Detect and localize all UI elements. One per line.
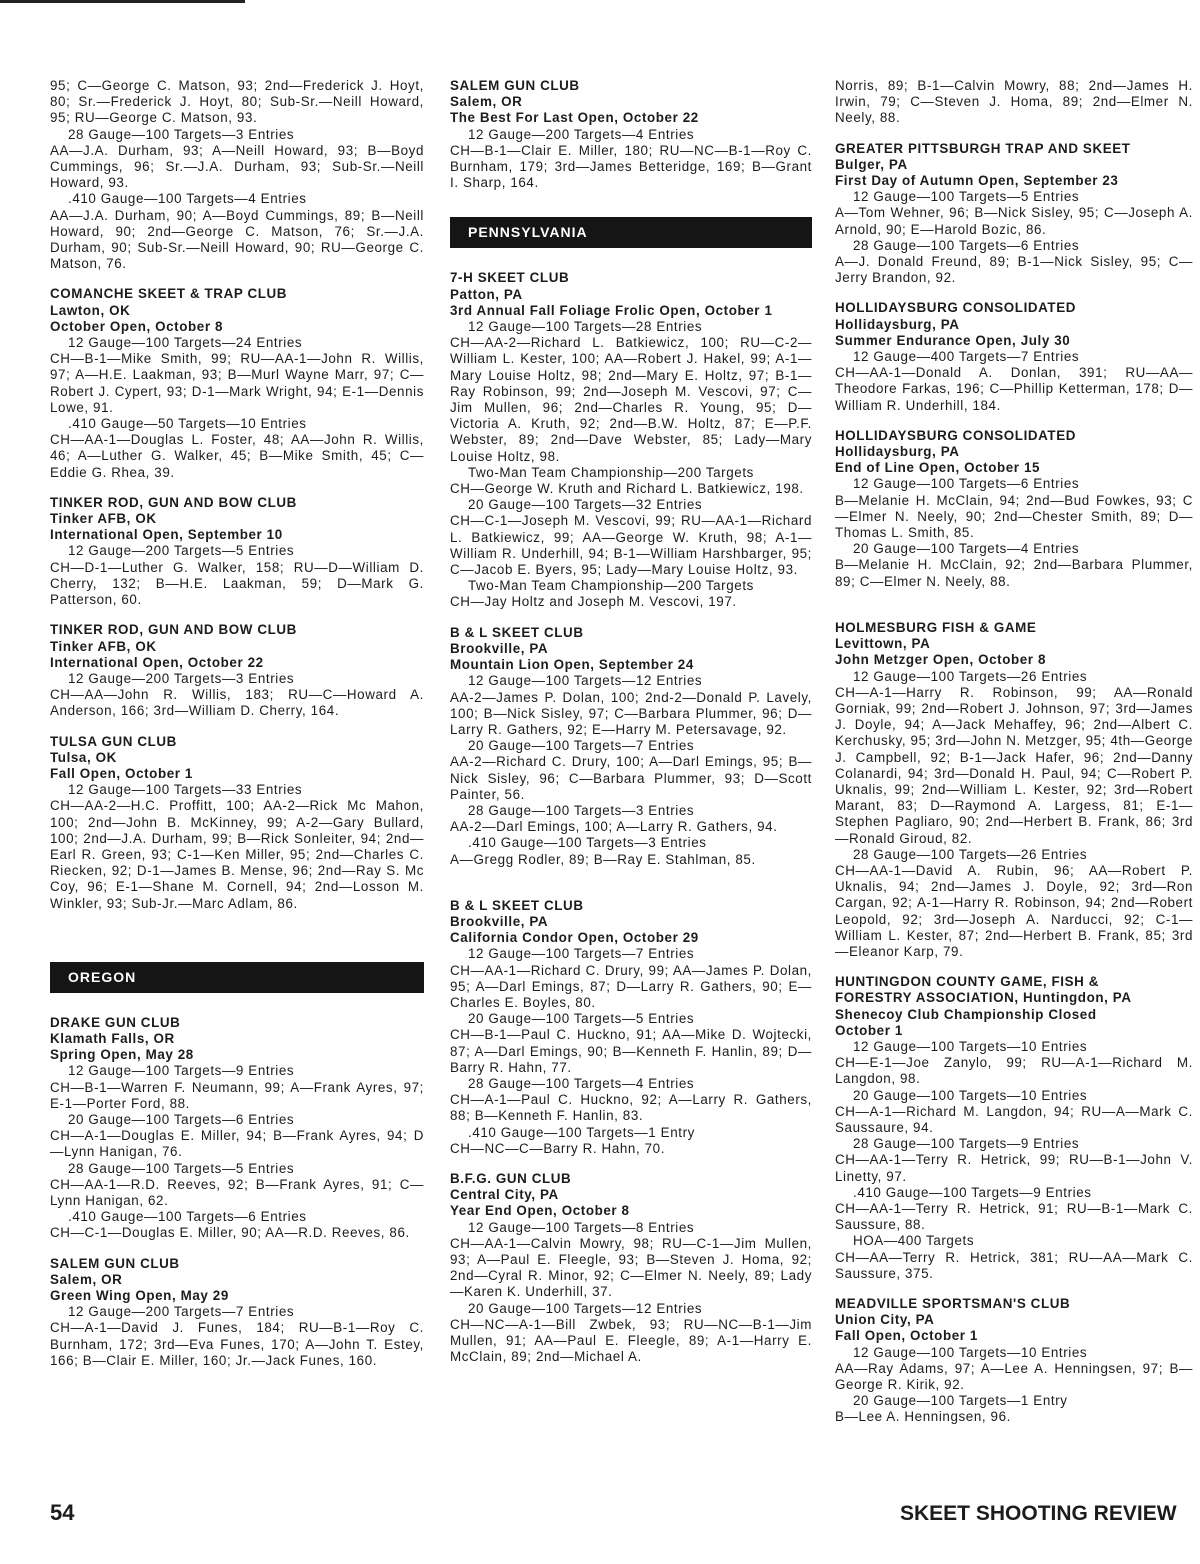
- club-heading: Green Wing Open, May 29: [50, 1288, 229, 1303]
- club-heading: Summer Endurance Open, July 30: [835, 332, 1071, 348]
- club-heading: Spring Open, May 28: [50, 1047, 194, 1063]
- club-heading: Central City, PA: [450, 1187, 559, 1203]
- club-heading: Shenecoy Club Championship Closed: [835, 1006, 1097, 1022]
- event-line: .410 Gauge—50 Targets—10 Entries: [68, 416, 307, 432]
- club-heading: October Open, October 8: [50, 318, 224, 334]
- club-heading: California Condor Open, October 29: [450, 930, 699, 946]
- club-heading: The Best For Last Open, October 22: [450, 110, 699, 126]
- club-heading: Salem, OR: [450, 94, 523, 110]
- event-line: 20 Gauge—100 Targets—4 Entries: [853, 541, 1080, 557]
- club-heading: First Day of Autumn Open, September 23: [835, 173, 1119, 189]
- event-line: 28 Gauge—100 Targets—4 Entries: [468, 1075, 695, 1091]
- club-result-block: [835, 141, 1193, 287]
- event-line: 12 Gauge—100 Targets—10 Entries: [853, 1344, 1088, 1360]
- club-heading: International Open, September 10: [50, 527, 283, 543]
- club-heading: Lawton, OK: [50, 302, 131, 318]
- club-heading: HOLLIDAYSBURG CONSOLIDATED: [835, 427, 1077, 443]
- results-text: CH—AA-1—Calvin Mowry, 98; RU—C-1—Jim Mullen, 93; A—Paul E. Fleegle, 93; B—Steven J. Homa, 92; 2nd—Cyral R. Minor, 92; C—Elmer N. Neely, 89; Lady—Karen K. Underhill, 37.: [450, 1235, 812, 1300]
- results-text: CH—B-1—Clair E. Miller, 180; RU—NC—B-1—Roy C. Burnham, 179; 3rd—James Betteridge, 169; B—Grant I. Sharp, 164.: [450, 142, 812, 191]
- event-line: 12 Gauge—100 Targets—10 Entries: [853, 1038, 1088, 1054]
- event-line: 20 Gauge—100 Targets—5 Entries: [468, 1011, 695, 1027]
- club-result-block: [50, 1256, 424, 1369]
- club-heading: SALEM GUN CLUB: [450, 78, 580, 93]
- results-text: A—Tom Wehner, 96; B—Nick Sisley, 95; C—Joseph A. Arnold, 90; E—Harold Bozic, 86.: [835, 205, 1193, 237]
- club-heading: End of Line Open, October 15: [835, 460, 1041, 476]
- club-heading: 7-H SKEET CLUB: [450, 270, 570, 286]
- event-line: 20 Gauge—100 Targets—32 Entries: [468, 497, 703, 513]
- club-heading: B.F.G. GUN CLUB: [450, 1170, 572, 1186]
- club-heading: COMANCHE SKEET & TRAP CLUB: [50, 286, 288, 302]
- club-heading: FORESTRY ASSOCIATION, Huntingdon, PA: [835, 990, 1132, 1006]
- results-text: AA-2—Richard C. Drury, 100; A—Darl Emings, 95; B—Nick Sisley, 96; C—Barbara Plummer, 93; D—Scott Painter, 56.: [450, 754, 812, 802]
- results-text: AA-2—James P. Dolan, 100; 2nd-2—Donald P. Lavely, 100; B—Nick Sisley, 97; C—Barbara Plummer, 96; D—Larry R. Gathers, 92; E—Harry M. Petersavage, 92.: [450, 689, 812, 737]
- club-heading: John Metzger Open, October 8: [835, 652, 1046, 668]
- results-text: CH—AA-2—Richard L. Batkiewicz, 100; RU—C-2—William L. Kester, 100; AA—Robert J. Hakel, 99; A-1—Mary Louise Holtz, 98; 2nd—Mary E. Holtz, 97; B-1—Ray Robinson, 99; 2nd—Joseph M. Vescovi, 97; C—Jim Mullen, 96; 2nd—Charles R. Young, 95; D—Victoria A. Kruth, 92; 2nd—B.W. Holtz, 87; E—P.F. Webster, 89; 2nd—Dave Webster, 85; Lady—Mary Louise Holtz, 98.: [450, 335, 812, 464]
- club-heading: Hollidaysburg, PA: [835, 444, 960, 460]
- club-heading: Patton, PA: [450, 286, 523, 302]
- event-line: 12 Gauge—200 Targets—5 Entries: [68, 543, 295, 559]
- club-heading: Tinker AFB, OK: [50, 511, 157, 527]
- results-text: CH—NC—A-1—Bill Zwbek, 93; RU—NC—B-1—Jim Mullen, 91; AA—Paul E. Fleegle, 89; A-1—Harry E. McClain, 89; 2nd—Michael A.: [450, 1316, 812, 1365]
- club-result-block: [50, 286, 424, 480]
- club-result-block: [450, 78, 812, 191]
- club-heading: Year End Open, October 8: [450, 1203, 630, 1219]
- event-line: 12 Gauge—100 Targets—28 Entries: [468, 319, 703, 335]
- club-heading: Bulger, PA: [835, 156, 908, 172]
- club-result-block: [50, 622, 424, 719]
- results-text: CH—B-1—Mike Smith, 99; RU—AA-1—John R. Willis, 97; A—H.E. Laakman, 93; B—Murl Wayne Marr, 97; C—Robert J. Cypert, 93; D-1—Mark Wright, 94; E-1—Dennis Lowe, 91.: [50, 351, 424, 415]
- event-line: 12 Gauge—100 Targets—26 Entries: [853, 668, 1088, 684]
- club-heading: Hollidaysburg, PA: [835, 316, 960, 332]
- results-text: CH—A-1—Paul C. Huckno, 92; A—Larry R. Gathers, 88; B—Kenneth F. Hanlin, 83.: [450, 1092, 812, 1124]
- club-result-block: [450, 1171, 812, 1365]
- column-middle: [450, 78, 812, 1379]
- club-heading: SALEM GUN CLUB: [50, 1255, 180, 1271]
- results-text: CH—A-1—Douglas E. Miller, 94; B—Frank Ayres, 94; D—Lynn Hanigan, 76.: [50, 1128, 424, 1160]
- results-text: CH—AA—John R. Willis, 183; RU—C—Howard A. Anderson, 166; 3rd—William D. Cherry, 164.: [50, 687, 424, 719]
- results-text: Norris, 89; B-1—Calvin Mowry, 88; 2nd—James H. Irwin, 79; C—Steven J. Homa, 89; 2nd—Elmer N. Neely, 88.: [835, 78, 1193, 126]
- club-heading: TULSA GUN CLUB: [50, 733, 177, 749]
- results-text: CH—B-1—Warren F. Neumann, 99; A—Frank Ayres, 97; E-1—Porter Ford, 88.: [50, 1079, 424, 1111]
- club-result-block: [450, 898, 812, 1157]
- event-line: 28 Gauge—100 Targets—9 Entries: [853, 1136, 1080, 1152]
- club-heading: DRAKE GUN CLUB: [50, 1014, 181, 1030]
- event-line: 28 Gauge—100 Targets—3 Entries: [68, 126, 295, 142]
- event-line: .410 Gauge—100 Targets—4 Entries: [68, 191, 307, 207]
- club-result-block: [450, 625, 812, 868]
- club-heading: Fall Open, October 1: [50, 765, 193, 781]
- results-text: B—Melanie H. McClain, 92; 2nd—Barbara Plummer, 89; C—Elmer N. Neely, 88.: [835, 557, 1193, 589]
- results-text: B—Melanie H. McClain, 94; 2nd—Bud Fowkes, 93; C—Elmer N. Neely, 90; 2nd—Chester Smith, 89; D—Thomas L. Smith, 85.: [835, 492, 1193, 541]
- results-text: CH—AA-1—Terry R. Hetrick, 99; RU—B-1—John V. Linetty, 97.: [835, 1152, 1193, 1184]
- results-text: A—J. Donald Freund, 89; B-1—Nick Sisley, 95; C—Jerry Brandon, 92.: [835, 254, 1193, 286]
- club-heading: HUNTINGDON COUNTY GAME, FISH &: [835, 974, 1099, 990]
- results-text: AA—J.A. Durham, 93; A—Neill Howard, 93; B—Boyd Cummings, 96; Sr.—J.A. Durham, 93; Sub-Sr.—Neill Howard, 93.: [50, 142, 424, 191]
- top-rule: [0, 0, 245, 3]
- event-line: .410 Gauge—100 Targets—1 Entry: [468, 1124, 695, 1140]
- column-right: [835, 78, 1193, 1440]
- event-line: 12 Gauge—200 Targets—3 Entries: [68, 670, 295, 686]
- results-text: AA—J.A. Durham, 90; A—Boyd Cummings, 89; B—Neill Howard, 90; 2nd—George C. Matson, 76; Sr.—J.A. Durham, 90; Sub-Sr.—Neill Howard, 90; RU—George C. Matson, 76.: [50, 207, 424, 272]
- event-line: Two-Man Team Championship—200 Targets: [468, 578, 754, 594]
- event-line: 12 Gauge—100 Targets—33 Entries: [68, 782, 303, 798]
- results-text: CH—George W. Kruth and Richard L. Batkiewicz, 198.: [450, 481, 804, 497]
- event-line: 28 Gauge—100 Targets—5 Entries: [68, 1160, 295, 1176]
- club-heading: October 1: [835, 1022, 903, 1038]
- event-line: .410 Gauge—100 Targets—3 Entries: [468, 835, 707, 851]
- results-text: CH—AA-1—Terry R. Hetrick, 91; RU—B-1—Mark C. Saussure, 88.: [835, 1201, 1193, 1233]
- club-heading: HOLLIDAYSBURG CONSOLIDATED: [835, 300, 1077, 316]
- event-line: 12 Gauge—100 Targets—6 Entries: [853, 476, 1080, 492]
- event-line: 28 Gauge—100 Targets—3 Entries: [468, 802, 695, 818]
- club-result-block: [835, 620, 1193, 960]
- club-result-block: [835, 1296, 1193, 1426]
- event-line: 12 Gauge—200 Targets—4 Entries: [468, 126, 695, 142]
- club-heading: Fall Open, October 1: [835, 1328, 978, 1344]
- event-line: 20 Gauge—100 Targets—1 Entry: [853, 1393, 1068, 1409]
- results-text: CH—B-1—Paul C. Huckno, 91; AA—Mike D. Wojtecki, 87; A—Darl Emings, 90; B—Kenneth F. Hanlin, 89; D—Barry R. Hahn, 77.: [450, 1027, 812, 1075]
- club-heading: GREATER PITTSBURGH TRAP AND SKEET: [835, 140, 1131, 156]
- results-text: CH—NC—C—Barry R. Hahn, 70.: [450, 1140, 666, 1156]
- club-result-block: [50, 78, 424, 272]
- club-heading: TINKER ROD, GUN AND BOW CLUB: [50, 494, 297, 510]
- state-banner: OREGON: [50, 962, 424, 993]
- club-heading: B & L SKEET CLUB: [450, 624, 584, 640]
- state-banner: PENNSYLVANIA: [450, 217, 812, 248]
- club-heading: 3rd Annual Fall Foliage Frolic Open, October 1: [450, 302, 773, 318]
- event-line: HOA—400 Targets: [853, 1233, 975, 1249]
- club-result-block: [50, 495, 424, 608]
- event-line: 12 Gauge—100 Targets—12 Entries: [468, 673, 703, 689]
- results-text: CH—AA-1—Richard C. Drury, 99; AA—James P. Dolan, 95; A—Darl Emings, 87; D—Larry R. Gathers, 90; E—Charles E. Boyles, 80.: [450, 962, 812, 1010]
- event-line: 12 Gauge—200 Targets—7 Entries: [68, 1304, 295, 1320]
- event-line: 20 Gauge—100 Targets—10 Entries: [853, 1087, 1088, 1103]
- results-text: CH—A-1—Richard M. Langdon, 94; RU—A—Mark C. Saussaure, 94.: [835, 1103, 1193, 1135]
- club-result-block: [50, 1015, 424, 1242]
- club-heading: Tinker AFB, OK: [50, 638, 157, 654]
- event-line: 12 Gauge—100 Targets—5 Entries: [853, 189, 1080, 205]
- event-line: 12 Gauge—100 Targets—8 Entries: [468, 1219, 695, 1235]
- results-text: CH—E-1—Joe Zanylo, 99; RU—A-1—Richard M. Langdon, 98.: [835, 1055, 1193, 1087]
- results-text: CH—A-1—Harry R. Robinson, 99; AA—Ronald Gorniak, 99; 2nd—Robert J. Johnson, 97; 3rd—James J. Doyle, 94; A—Jack Mehaffey, 96; 2nd—Albert C. Kerchusky, 95; 3rd—John N. Metzger, 95; 4th—George J. Campbell, 92; B-1—Jack Hafer, 96; 2nd—Danny Colanardi, 94; 3rd—Donald H. Paul, 94; C—Robert P. Uknalis, 99; 2nd—William L. Kester, 92; 3rd—Robert Marant, 83; D—Raymond A. Largess, 81; E-1—Stephen Pagliaro, 90; 2nd—Herbert B. Frank, 86; 3rd—Ronald Giroud, 82.: [835, 684, 1193, 846]
- club-heading: Union City, PA: [835, 1312, 935, 1328]
- club-heading: Tulsa, OK: [50, 749, 117, 765]
- club-result-block: [835, 428, 1193, 590]
- results-text: CH—AA-1—David A. Rubin, 96; AA—Robert P. Uknalis, 94; 2nd—James J. Doyle, 92; 3rd—Ron Cargan, 92; A-1—Harry R. Robinson, 94; 2nd—Robert Leopold, 92; 3rd—Joseph A. Narducci, 92; C-1—William L. Kester, 87; 2nd—Herbert B. Frank, 85; 3rd—Eleanor Karp, 79.: [835, 862, 1193, 959]
- results-text: CH—AA—Terry R. Hetrick, 381; RU—AA—Mark C. Saussure, 375.: [835, 1249, 1193, 1281]
- page-number: 54: [50, 1500, 75, 1525]
- club-heading: HOLMESBURG FISH & GAME: [835, 619, 1037, 635]
- club-heading: Levittown, PA: [835, 636, 931, 652]
- results-text: CH—A-1—David J. Funes, 184; RU—B-1—Roy C. Burnham, 172; 3rd—Eva Funes, 170; A—John T. Estey, 166; B—Clair E. Miller, 160; Jr.—Jack Funes, 160.: [50, 1320, 424, 1368]
- club-heading: International Open, October 22: [50, 654, 264, 670]
- results-text: CH—Jay Holtz and Joseph M. Vescovi, 197.: [450, 594, 737, 610]
- club-heading: B & L SKEET CLUB: [450, 897, 584, 913]
- club-result-block: [835, 974, 1193, 1282]
- club-heading: Salem, OR: [50, 1271, 123, 1287]
- results-text: A—Gregg Rodler, 89; B—Ray E. Stahlman, 85.: [450, 851, 756, 867]
- results-text: CH—C-1—Joseph M. Vescovi, 99; RU—AA-1—Richard L. Batkiewicz, 99; AA—George W. Kruth, 98; A-1—William R. Underhill, 94; B-1—William Harshbarger, 95; C—Jacob E. Byers, 95; Lady—Mary Louise Holtz, 93.: [450, 513, 812, 578]
- event-line: .410 Gauge—100 Targets—6 Entries: [68, 1209, 307, 1225]
- event-line: 28 Gauge—100 Targets—6 Entries: [853, 237, 1080, 253]
- event-line: 20 Gauge—100 Targets—12 Entries: [468, 1300, 703, 1316]
- results-text: CH—C-1—Douglas E. Miller, 90; AA—R.D. Reeves, 86.: [50, 1225, 410, 1241]
- club-result-block: [50, 734, 424, 912]
- results-text: CH—AA-1—R.D. Reeves, 92; B—Frank Ayres, 91; C—Lynn Hanigan, 62.: [50, 1176, 424, 1208]
- event-line: 12 Gauge—400 Targets—7 Entries: [853, 349, 1080, 365]
- results-text: CH—AA-1—Douglas L. Foster, 48; AA—John R. Willis, 46; A—Luther G. Walker, 45; B—Mike Smith, 45; C—Eddie G. Rhea, 39.: [50, 432, 424, 480]
- results-text: CH—D-1—Luther G. Walker, 158; RU—D—William D. Cherry, 132; B—H.E. Laakman, 59; D—Mark G. Patterson, 60.: [50, 559, 424, 608]
- event-line: 12 Gauge—100 Targets—7 Entries: [468, 946, 695, 962]
- event-line: 28 Gauge—100 Targets—26 Entries: [853, 846, 1088, 862]
- results-text: B—Lee A. Henningsen, 96.: [835, 1409, 1011, 1425]
- club-result-block: [835, 78, 1193, 127]
- event-line: Two-Man Team Championship—200 Targets: [468, 464, 754, 480]
- club-heading: Brookville, PA: [450, 640, 549, 656]
- results-text: AA-2—Darl Emings, 100; A—Larry R. Gathers, 94.: [450, 819, 778, 835]
- event-line: 20 Gauge—100 Targets—6 Entries: [68, 1111, 295, 1127]
- event-line: 20 Gauge—100 Targets—7 Entries: [468, 738, 695, 754]
- results-text: CH—AA-2—H.C. Proffitt, 100; AA-2—Rick Mc Mahon, 100; 2nd—John B. McKinney, 99; A-2—Gary Bullard, 100; 2nd—J.A. Durham, 99; B—Rick Sonleiter, 94; 2nd—Earl R. Green, 93; C-1—Ken Miller, 95; 2nd—Charles C. Riecken, 92; D-1—James B. Mense, 96; 2nd—Ray S. Mc Coy, 96; E-1—Shane M. Cornell, 94; 2nd—Losson M. Winkler, 93; Sub-Jr.—Marc Adlam, 86.: [50, 798, 424, 911]
- results-text: 95; C—George C. Matson, 93; 2nd—Frederick J. Hoyt, 80; Sr.—Frederick J. Hoyt, 80; Sub-Sr.—Neill Howard, 95; RU—George C. Matson, 93.: [50, 78, 424, 126]
- event-line: 12 Gauge—100 Targets—9 Entries: [68, 1063, 295, 1079]
- magazine-title-footer: SKEET SHOOTING REVIEW: [900, 1502, 1177, 1525]
- club-heading: TINKER ROD, GUN AND BOW CLUB: [50, 622, 297, 638]
- club-heading: MEADVILLE SPORTSMAN'S CLUB: [835, 1296, 1071, 1312]
- event-line: 12 Gauge—100 Targets—24 Entries: [68, 335, 303, 351]
- results-text: AA—Ray Adams, 97; A—Lee A. Henningsen, 97; B—George R. Kirik, 92.: [835, 1360, 1193, 1393]
- club-result-block: [835, 300, 1193, 413]
- club-heading: Mountain Lion Open, September 24: [450, 657, 694, 673]
- column-left: [50, 78, 424, 1383]
- club-result-block: [450, 270, 812, 610]
- results-text: CH—AA-1—Donald A. Donlan, 391; RU—AA—Theodore Farkas, 196; C—Phillip Ketterman, 178; D—William R. Underhill, 184.: [835, 365, 1193, 413]
- event-line: .410 Gauge—100 Targets—9 Entries: [853, 1184, 1092, 1200]
- club-heading: Brookville, PA: [450, 913, 549, 929]
- club-heading: Klamath Falls, OR: [50, 1030, 175, 1046]
